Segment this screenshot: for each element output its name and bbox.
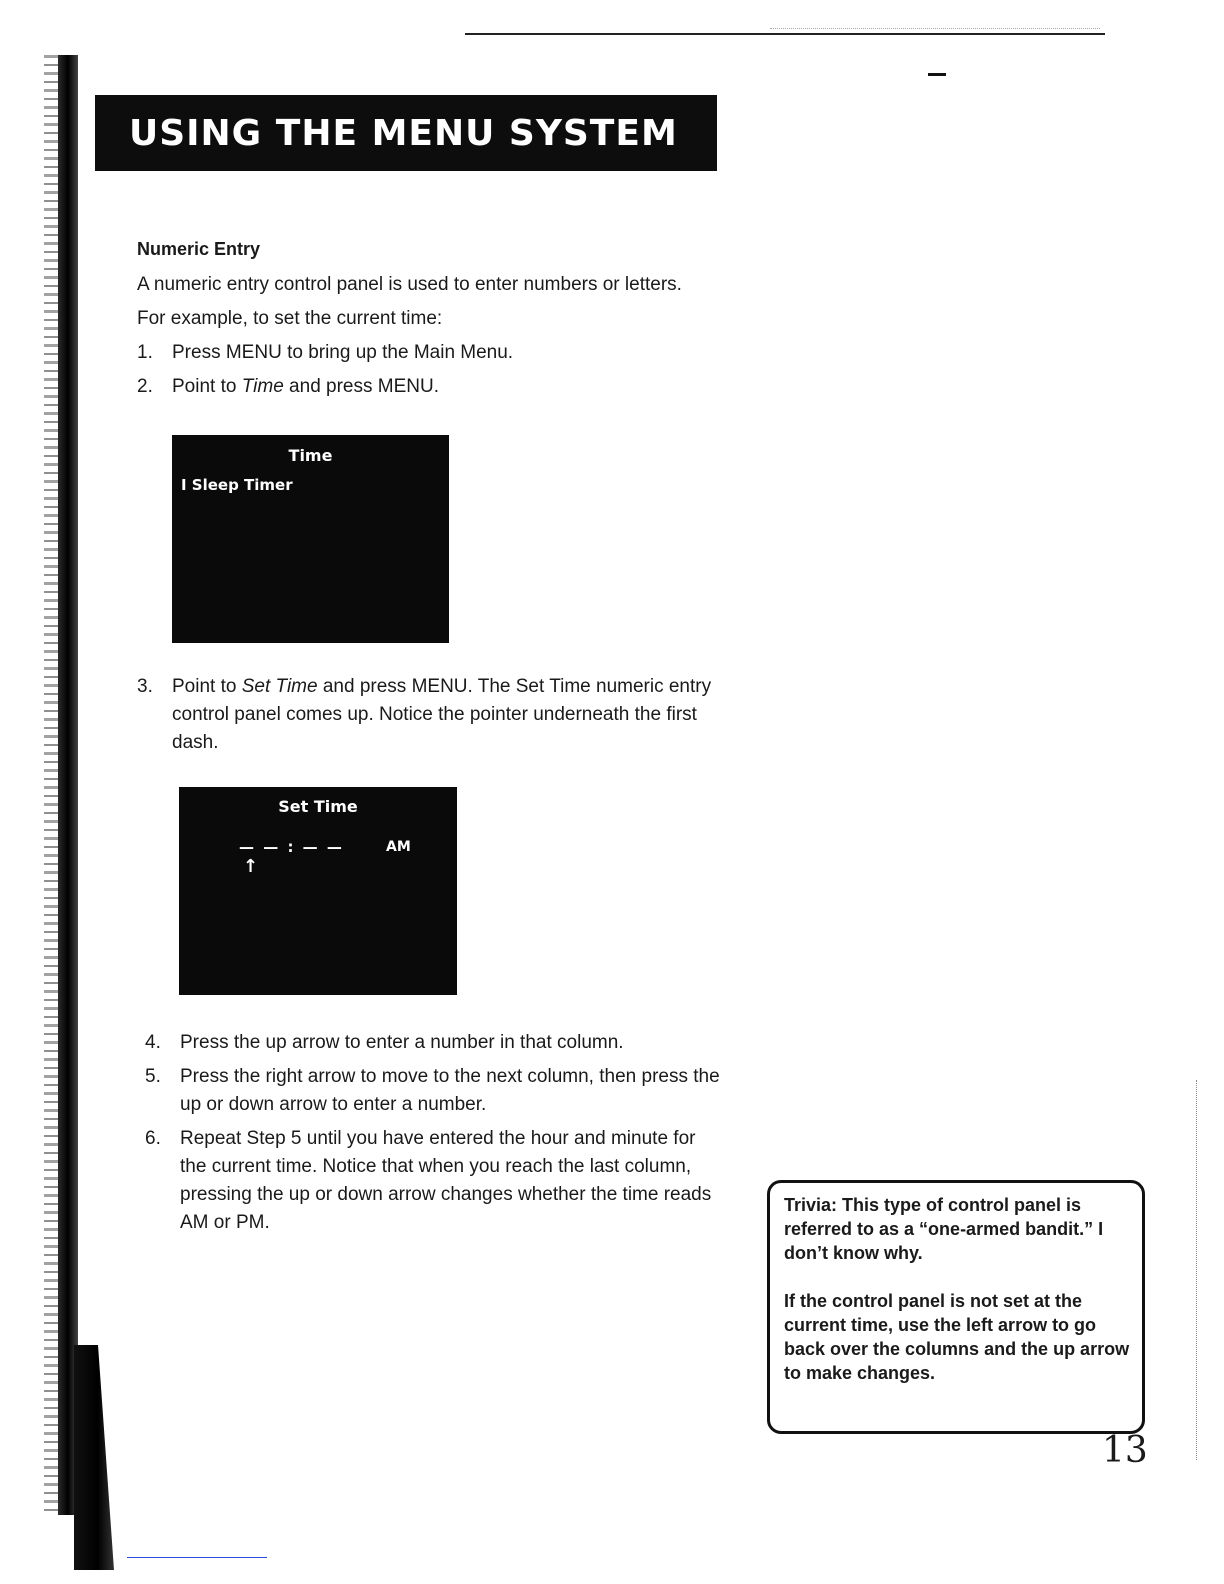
up-arrow-icon: ↑ <box>243 856 259 877</box>
step-text-part: Point to <box>172 376 242 397</box>
step-2 <box>137 373 727 401</box>
step-number: 5. <box>145 1066 161 1087</box>
step-text: Press MENU to bring up the Main Menu. <box>172 342 514 363</box>
screen-menu-item: I Sleep Timer <box>181 476 293 494</box>
step-4 <box>145 1029 727 1057</box>
time-entry-field: — — : — — <box>239 838 344 856</box>
set-time-screen <box>179 787 457 995</box>
step-number: 6. <box>145 1128 161 1149</box>
top-rule-dotted <box>770 28 1100 29</box>
step-number: 4. <box>145 1032 161 1053</box>
step-number: 2. <box>137 376 153 397</box>
screen-title: Time <box>288 446 333 465</box>
trivia-text: Trivia: This type of control panel is referred to as a “one-armed bandit.” I don’t know why. <box>784 1195 1104 1263</box>
bottom-rule <box>127 1557 267 1558</box>
step-text: Repeat Step 5 until you have entered the hour and minute for the current time. Notice that when you reach the last column, pressing the up or down arrow changes whether the time reads AM or PM. <box>180 1128 712 1233</box>
trivia-tip: If the control panel is not set at the current time, use the left arrow to go back over the columns and the up arrow to make changes. <box>784 1291 1130 1383</box>
intro-paragraph: A numeric entry control panel is used to enter numbers or letters. <box>137 274 682 295</box>
step-text-part: and press MENU. The Set Time numeric entry control panel comes up. Notice the pointer underneath the first dash. <box>172 676 712 753</box>
step-menu-term: Time <box>241 376 284 397</box>
time-menu-screen <box>172 435 449 643</box>
example-paragraph: For example, to set the current time: <box>137 308 443 329</box>
step-5 <box>145 1063 727 1119</box>
step-text-part: and press MENU. <box>283 376 440 397</box>
ampm-indicator: AM <box>386 839 411 855</box>
step-number: 1. <box>137 342 153 363</box>
step-text: Press the right arrow to move to the next column, then press the up or down arrow to enter a number. <box>180 1066 720 1115</box>
banner-title: USING THE MENU SYSTEM <box>129 112 678 154</box>
trivia-box <box>767 1180 1145 1434</box>
screen-title: Set Time <box>278 797 358 816</box>
step-text <box>172 673 727 757</box>
step-text <box>172 373 727 401</box>
step-menu-term: Set Time <box>241 676 318 697</box>
page-number: 13 <box>1102 1430 1148 1471</box>
step-text: Press the up arrow to enter a number in that column. <box>180 1032 624 1053</box>
step-3 <box>137 673 727 757</box>
section-heading: Numeric Entry <box>137 239 261 259</box>
section-banner <box>95 95 717 171</box>
main-content <box>137 235 727 1243</box>
binding-shadow <box>34 55 104 1515</box>
page-edge <box>1196 1080 1197 1460</box>
top-rule <box>465 33 1105 35</box>
step-6 <box>145 1125 727 1237</box>
stray-mark <box>928 73 946 76</box>
step-number: 3. <box>137 676 153 697</box>
step-1 <box>137 339 727 367</box>
step-text-part: Point to <box>172 676 242 697</box>
